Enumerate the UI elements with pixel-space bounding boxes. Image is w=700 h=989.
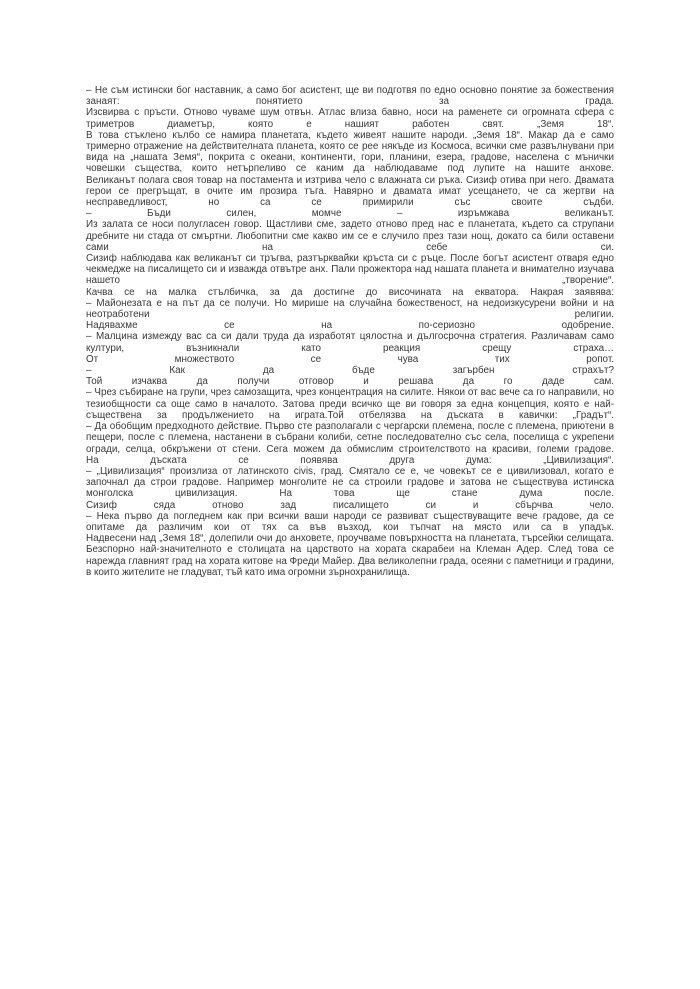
paragraph: – Бъди силен, момче – изръмжава великанът. <box>86 208 614 220</box>
paragraph: Изсвирва с пръсти. Отново чуваме шум отвън. Атлас влиза бавно, носи на раменете си огромната сфера с триметров диаметър, която е нашият работен свят. „Земя 18“. <box>86 107 614 130</box>
paragraph: – Да обобщим предходното действие. Първо сте разполагали с чергарски племена, после с племена, приютени в пещери, после с племена, настанени в събрани колиби, сетне последователно със села, поселища с укрепени огради, селца, обкръжени от стени. Сега можем да обмислим строителството на красиви, големи градове. <box>86 421 614 455</box>
paragraph: Качва се на малка стълбичка, за да достигне до височината на екватора. Накрая заявява: <box>86 286 614 298</box>
paragraph: – Как да бъде загърбен страхът? <box>86 365 614 377</box>
paragraph: Сизиф сяда отново зад писалището си и сбърчва чело. <box>86 499 614 511</box>
paragraph: – Нека първо да погледнем как при всички ваши народи се развиват съществуващите вече градове, да се опитаме да различим кои от тях са във възход, кои тъпчат на място или са в упадък. <box>86 510 614 533</box>
paragraph: Той изчаква да получи отговор и решава да го даде сам. <box>86 376 614 388</box>
paragraph: Из залата се носи полугласен говор. Щастливи сме, задето отново пред нас е планетата, където са струпани дребните ни стада от смъртни. Любопитни сме какво им се е случило през тази нощ, докато са били оставени сами на себе си. <box>86 219 614 253</box>
paragraph: – Не съм истински бог наставник, а само бог асистент, ще ви подготвя по едно основно понятие за божествения занаят: понятието за града. <box>86 85 614 108</box>
body-text <box>86 85 614 578</box>
paragraph: – Майонезата е на път да се получи. Но мирише на случайна божественост, на недоизкусурени войни и на неотработени религии. <box>86 297 614 321</box>
paragraph: Надвесени над „Земя 18“, долепили очи до анховете, проучваме повърхността на планетата, търсейки селищата. Безспорно най-значителното е столицата на царството на хората скарабеи на Клеман Адер. След това се нарежда главният град на хората китове на Фреди Майер. Два великолепни града, осеяни с паметници и градини, в които жителите не гладуват, тъй като има огромни зърнохранилища. <box>86 533 614 578</box>
paragraph: Сизиф наблюдава как великанът си тръгва, разтърквайки кръста си с ръце. После богът асистент отваря едно чекмедже на писалището си и изважда отвътре анх. Пали прожектора над нашата планета и внимателно изучава нашето „творение“. <box>86 253 614 287</box>
paragraph: На дъската се появява друга дума: „Цивилизация“. <box>86 454 614 466</box>
paragraph: – Малцина измежду вас са си дали труда да изработят цялостна и дългосрочна стратегия. Различавам само култури, възникнали като реакция срещу страха… <box>86 331 614 354</box>
paragraph: – „Цивилизация“ произлиза от латинското civis, град. Смятало се е, че човекът се е цивилизовал, когато е започнал да строи градове. Например монголите не са строили градове и затова не съществува истинска монголска цивилизация. На това ще стане дума после. <box>86 465 614 500</box>
paragraph: Великанът полага своя товар на постамента и изтрива чело с влажната си ръка. Сизиф отива при него. Двамата герои се прегръщат, в очите им прозира тъга. Навярно и двамата имат усещането, че са жертви на несправедливост, но са се примирили със своите съдби. <box>86 174 614 209</box>
paragraph: В това стъклено кълбо се намира планетата, където живеят нашите народи. „Земя 18“. Макар да е само тримерно отражение на действителната планета, която се рее някъде из Космоса, всички сме развълнувани при вида на „нашата Земя“, покрита с океани, континенти, гори, планини, езера, градове, населена с мънички човешки същества, които нетърпеливо се каним да наблюдаваме под лупите на нашите анхове. <box>86 129 614 175</box>
paragraph: От множеството се чува тих ропот. <box>86 353 614 365</box>
paragraph: – Чрез събиране на групи, чрез самозащита, чрез концентрация на силите. Някои от вас вече са го направили, но тезиобщности са още само в началото. Затова преди всичко ще ви говоря за една концепция, която е най-съществена за продължението на играта.Той отбелязва на дъската в кавички: „Градът“. <box>86 387 614 421</box>
paragraph: Надявахме се на по-сериозно одобрение. <box>86 320 614 332</box>
